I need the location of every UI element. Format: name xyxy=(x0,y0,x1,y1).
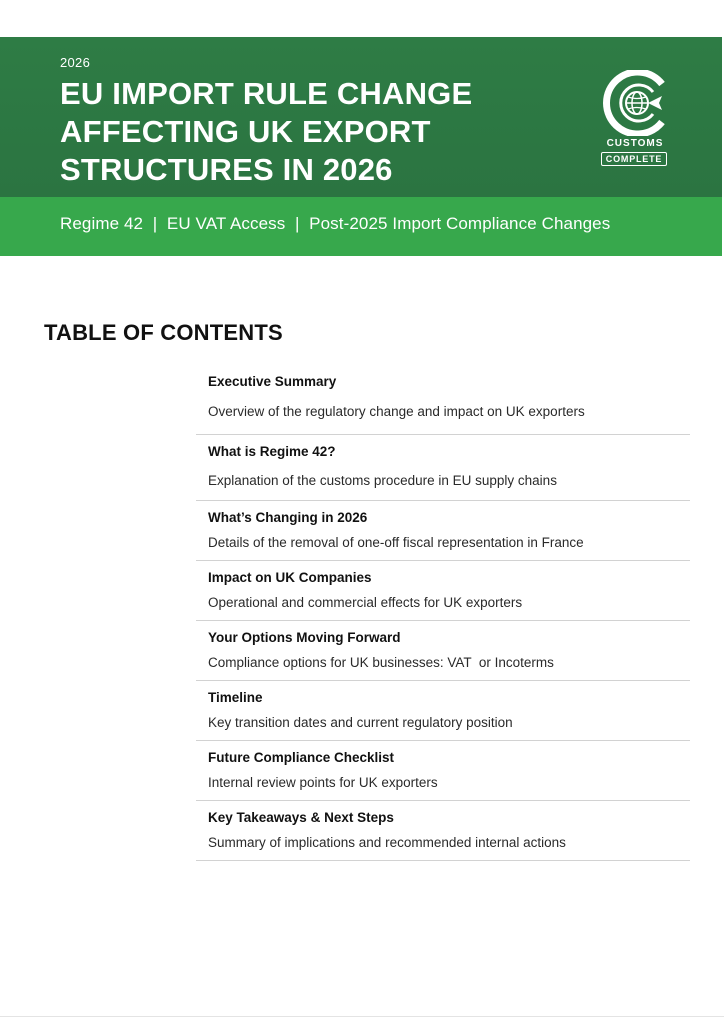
document-title-line: EU IMPORT RULE CHANGE xyxy=(60,76,473,111)
document-title-line: AFFECTING UK EXPORT xyxy=(60,114,431,149)
subtitle-bar xyxy=(0,197,722,256)
toc-item-whats-changing[interactable] xyxy=(196,501,690,561)
toc-item-impact-uk[interactable] xyxy=(196,561,690,621)
toc-item-description: Internal review points for UK exporters xyxy=(208,775,438,790)
toc-item-title: Your Options Moving Forward xyxy=(208,630,401,645)
toc-item-title: What is Regime 42? xyxy=(208,444,336,459)
toc-item-description: Explanation of the customs procedure in EU supply chains xyxy=(208,473,557,488)
header-banner xyxy=(0,37,722,197)
toc-item-timeline[interactable] xyxy=(196,681,690,741)
document-title-line: STRUCTURES IN 2026 xyxy=(60,152,393,187)
toc-item-description: Compliance options for UK businesses: VAT or Incoterms xyxy=(208,655,554,670)
toc-item-regime-42[interactable] xyxy=(196,435,690,501)
toc-item-description: Overview of the regulatory change and impact on UK exporters xyxy=(208,404,585,419)
toc-item-your-options[interactable] xyxy=(196,621,690,681)
toc-item-title: Executive Summary xyxy=(208,374,337,389)
toc-item-title: Impact on UK Companies xyxy=(208,570,372,585)
toc-item-executive-summary[interactable] xyxy=(196,366,690,435)
toc-item-compliance-checklist[interactable] xyxy=(196,741,690,801)
subtitle-text: Regime 42 | EU VAT Access | Post-2025 Import Compliance Changes xyxy=(60,214,611,233)
toc-heading: TABLE OF CONTENTS xyxy=(44,320,283,345)
page-bottom-divider xyxy=(0,1016,724,1017)
toc-item-description: Summary of implications and recommended internal actions xyxy=(208,835,566,850)
customs-complete-logo xyxy=(598,70,672,170)
globe-c-logo-icon xyxy=(598,70,672,136)
toc-item-title: Key Takeaways & Next Steps xyxy=(208,810,394,825)
toc-item-title: Future Compliance Checklist xyxy=(208,750,395,765)
toc-item-description: Operational and commercial effects for UK exporters xyxy=(208,595,523,610)
logo-text-complete: COMPLETE xyxy=(601,152,667,166)
header-year: 2026 xyxy=(60,55,91,70)
toc-item-description: Key transition dates and current regulatory position xyxy=(208,715,513,730)
toc-item-title: Timeline xyxy=(208,690,263,705)
toc-item-title: What’s Changing in 2026 xyxy=(208,510,368,525)
table-of-contents xyxy=(196,366,690,861)
toc-item-description: Details of the removal of one-off fiscal representation in France xyxy=(208,535,584,550)
document-title xyxy=(60,75,530,189)
toc-item-key-takeaways[interactable] xyxy=(196,801,690,861)
logo-text-customs: CUSTOMS xyxy=(606,138,664,149)
